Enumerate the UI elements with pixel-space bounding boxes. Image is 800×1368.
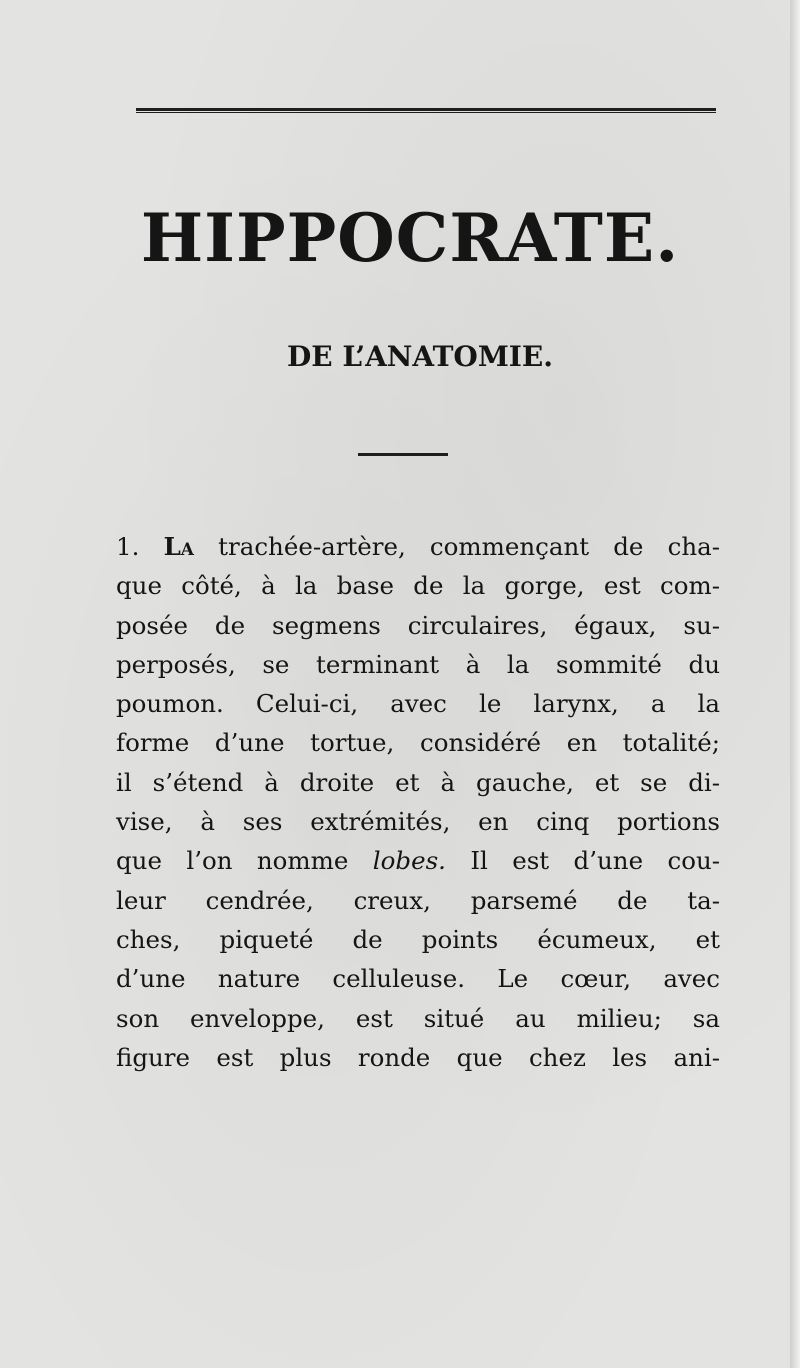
- paragraph-lead: La: [163, 532, 194, 561]
- text-line: vise, à ses extrémités, en cinq portions: [116, 807, 720, 837]
- line-text: trachée-artère, commençant de cha-: [193, 532, 720, 561]
- text-line: posée de segmens circulaires, égaux, su-: [116, 610, 720, 640]
- text-line: ches, piqueté de points écumeux, et: [116, 924, 720, 954]
- text-line: que côté, à la base de la gorge, est com-: [116, 571, 720, 601]
- line-text: que l’on nomme: [116, 846, 373, 876]
- text-line: son enveloppe, est situé au milieu; sa: [116, 1003, 720, 1033]
- italic-term: lobes.: [372, 846, 446, 876]
- text-line: il s’étend à droite et à gauche, et se di-: [116, 767, 720, 797]
- line-text: Il est d’une cou-: [445, 846, 720, 876]
- text-line: [116, 841, 720, 880]
- body-paragraph: [116, 527, 720, 1077]
- text-line: d’une nature celluleuse. Le cœur, avec: [116, 964, 720, 994]
- text-line: poumon. Celui-ci, avec le larynx, a la: [116, 689, 720, 719]
- text-line: perposés, se terminant à la sommité du: [116, 649, 720, 679]
- paragraph-number: 1.: [116, 532, 140, 561]
- text-line: forme d’une tortue, considéré en totalité;: [116, 728, 720, 758]
- page-title: HIPPOCRATE.: [140, 199, 680, 277]
- section-divider: [358, 453, 448, 456]
- text-line: leur cendrée, creux, parsemé de ta-: [116, 885, 720, 915]
- top-double-rule: [136, 108, 716, 113]
- text-line: [116, 527, 720, 566]
- section-title: DE L’ANATOMIE.: [286, 340, 553, 373]
- text-line: figure est plus ronde que chez les ani-: [116, 1042, 720, 1072]
